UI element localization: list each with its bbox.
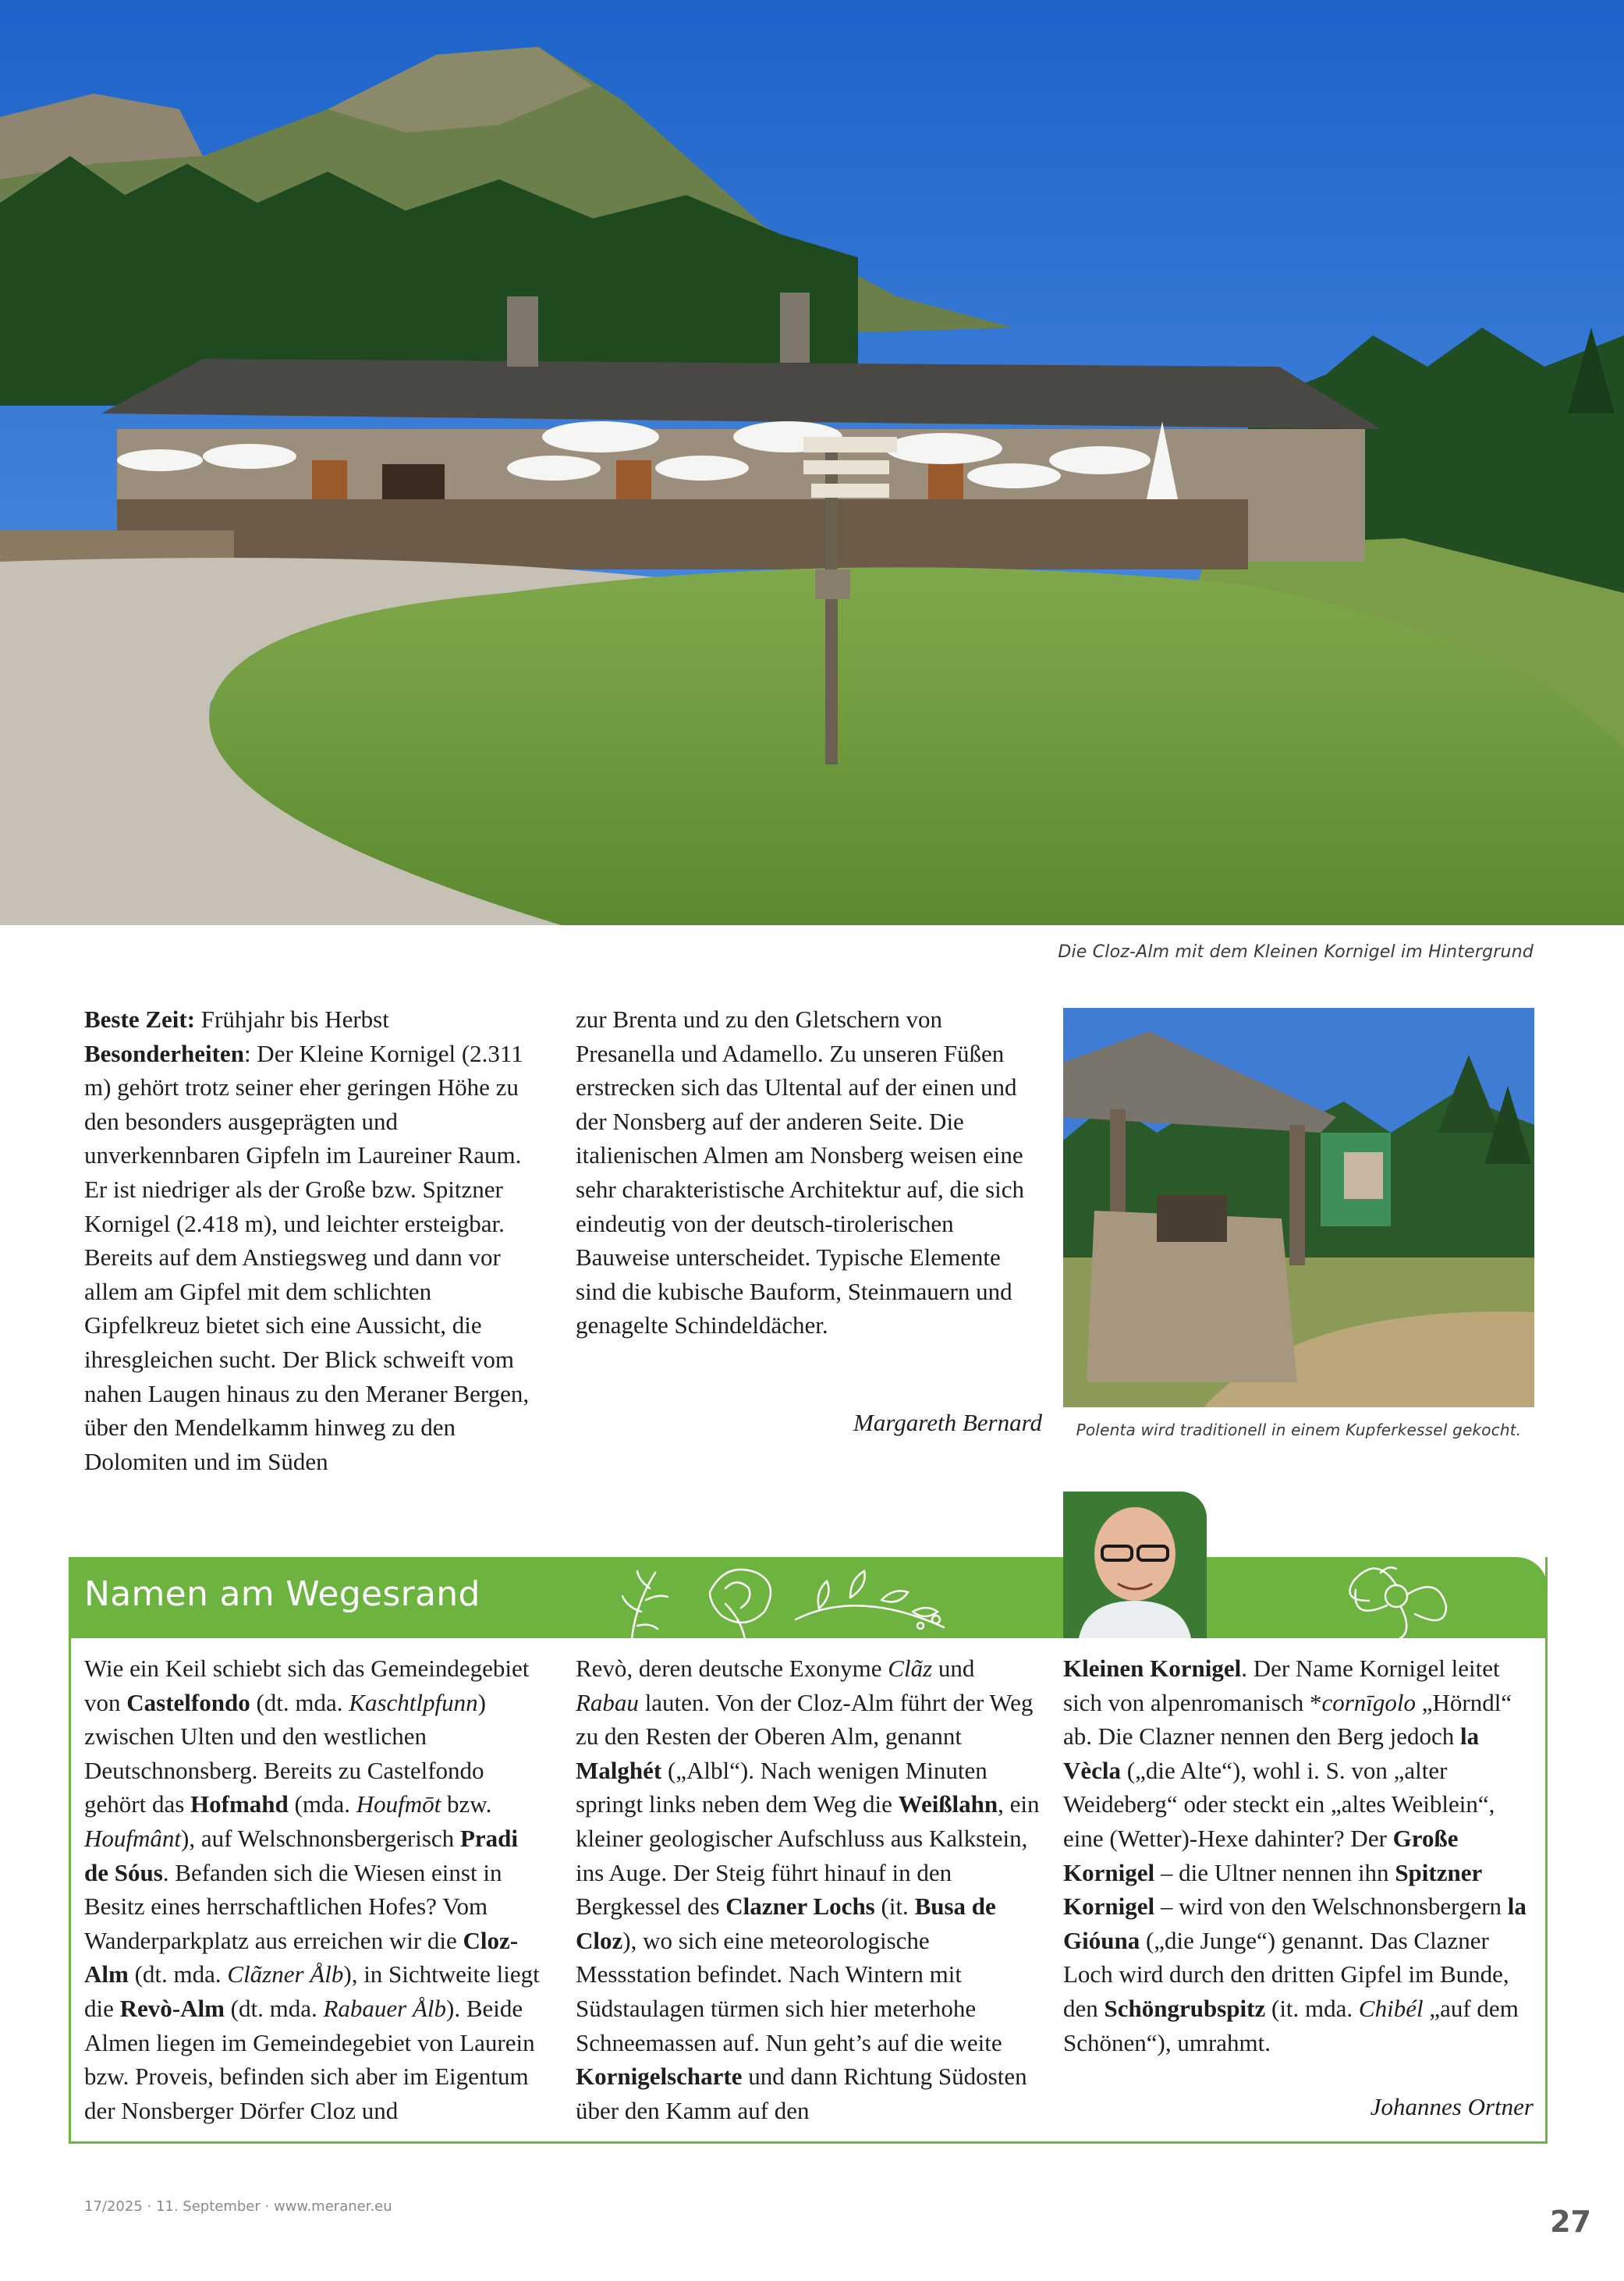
- paragraph: [576, 1002, 1036, 1343]
- italic-term: Rabauer Ålb: [323, 1994, 447, 2022]
- text-run: , ein kleiner geologischer Aufschluss aus Kalkstein, ins Auge. Der Steig führt hinauf in den Bergkessel des: [576, 1790, 1040, 1921]
- names-column-3: [1063, 1651, 1531, 2059]
- polenta-photo: [1063, 1008, 1534, 1407]
- text-run: und: [932, 1655, 975, 1682]
- text-run: Frühjahr bis Herbst: [195, 1006, 389, 1033]
- text-run: bzw.: [441, 1790, 492, 1818]
- italic-term: Clãzner Ålb: [227, 1960, 344, 1988]
- names-column-1: [84, 1651, 544, 2127]
- text-run: (it.: [874, 1893, 915, 1921]
- bold-term: Weißlahn: [898, 1790, 998, 1818]
- bold-term: la Vècla: [1063, 1722, 1480, 1784]
- italic-term: Kaschtlpfunn: [349, 1688, 478, 1716]
- article-author: Margareth Bernard: [853, 1409, 1042, 1436]
- article-column-2: [576, 1002, 1036, 1343]
- bold-term: Cloz-Alm: [84, 1926, 519, 1988]
- italic-term: Rabau: [576, 1688, 639, 1716]
- paragraph: [576, 1651, 1044, 2127]
- polenta-photo-caption: Polenta wird traditionell in einem Kupferkessel gekocht.: [1076, 1421, 1522, 1439]
- hero-caption: Die Cloz-Alm mit dem Kleinen Kornigel im Hintergrund: [1058, 942, 1534, 962]
- hero-photo: [0, 0, 1624, 925]
- italic-term: Houfmânt: [84, 1824, 181, 1852]
- bold-term: Kleinen Kornigel: [1063, 1655, 1242, 1682]
- text-run: ), auf Welschnonsbergerisch: [181, 1824, 460, 1852]
- text-run: (dt. mda.: [224, 1994, 324, 2022]
- italic-term: Clãz: [888, 1655, 933, 1682]
- text-run: ). Beide Almen liegen im Gemeindegebiet von Laurein bzw. Proveis, befinden sich aber im Eigentum der Nonsberger Dörfer Cloz und: [84, 1994, 535, 2124]
- bold-term: Spitzner Kornigel: [1063, 1858, 1482, 1921]
- text-run: Wie ein Keil schiebt sich das Gemeindegebiet von: [84, 1655, 530, 1716]
- text-run: : Der Kleine Kornigel (2.311 m) gehört trotz seiner eher geringen Höhe zu den besonders ausgeprägten und unverkennbaren Gipfeln im Laureiner Raum. Er ist niedriger als der Große bzw. Spitzner Kornigel (2.418 m), und leichter ersteigbar. Bereits auf dem Anstiegsweg und dann vor allem am Gipfel mit dem schlichten Gipfelkreuz bietet sich eine Aussicht, die ihresgleichen sucht. Der Blick schweift vom nahen Laugen hinaus zu den Meraner Bergen, über den Mendelkamm hinweg zu den Dolomiten und im Süden: [84, 1039, 530, 1475]
- text-run: (mda.: [288, 1790, 356, 1818]
- text-run: – die Ultner nennen ihn: [1154, 1858, 1395, 1886]
- text-run: („die Junge“) genannt. Das Clazner Loch wird durch den dritten Gipfel im Bunde, den: [1063, 1926, 1509, 2022]
- text-run: zur Brenta und zu den Gletschern von Presanella und Adamello. Zu unseren Füßen erstrecken sich das Ultental auf der einen und der Nonsberg auf der anderen Seite. Die italienischen Almen am Nonsberg weisen eine sehr charakteristische Architektur auf, die sich eindeutig von der deutsch-tirolerischen Bauweise unterscheidet. Typische Elemente sind die kubische Bauform, Steinmauern und genagelte Schindeldächer.: [576, 1006, 1024, 1339]
- bold-term: Beste Zeit:: [84, 1006, 196, 1033]
- paragraph: [1063, 1651, 1531, 2059]
- italic-term: Houfmōt: [356, 1790, 441, 1818]
- text-run: – wird von den Welschnonsbergern: [1154, 1893, 1508, 1921]
- paragraph: [84, 1651, 544, 2127]
- bold-term: Schöngrubspitz: [1104, 1994, 1266, 2022]
- text-run: (dt. mda.: [128, 1960, 228, 1988]
- italic-term: Chibél: [1358, 1994, 1424, 2022]
- bold-term: Revò-Alm: [119, 1994, 225, 2022]
- text-run: ) zwischen Ulten und den westlichen Deutschnonsberg. Bereits zu Castelfondo gehört das: [84, 1688, 486, 1818]
- bold-term: Große Kornigel: [1063, 1824, 1459, 1886]
- bold-term: Besonderheiten: [84, 1039, 244, 1067]
- names-box-title: Namen am Wegesrand: [84, 1574, 480, 1614]
- bold-term: Clazner Lochs: [725, 1893, 875, 1921]
- bold-term: Busa de Cloz: [576, 1893, 996, 1954]
- article-column-1: [84, 1002, 544, 1478]
- bold-term: Malghét: [576, 1756, 662, 1784]
- paragraph: [84, 1002, 544, 1478]
- text-run: (it. mda.: [1265, 1994, 1359, 2022]
- bold-term: la Gióuna: [1063, 1893, 1526, 1954]
- text-run: ), in Sichtweite liegt die: [84, 1960, 540, 2022]
- bold-term: Hofmahd: [190, 1790, 289, 1818]
- text-run: ), wo sich eine meteorologische Messstation befindet. Nach Wintern mit Südstaulagen türmen sich hier meterhohe Schneemassen auf. Nun geht’s auf die weite: [576, 1926, 1002, 2056]
- text-run: „Hörndl“ ab. Die Clazner nennen den Berg jedoch: [1063, 1688, 1512, 1751]
- author-portrait: [1063, 1492, 1207, 1638]
- text-run: Revò, deren deutsche Exonyme: [576, 1655, 888, 1682]
- bold-term: Castelfondo: [126, 1688, 250, 1716]
- text-run: und dann Richtung Südosten über den Kamm auf den: [576, 2063, 1027, 2124]
- text-run: . Befanden sich die Wiesen einst in Besitz eines herrschaftlichen Hofes? Vom Wanderparkplatz aus erreichen wir die: [84, 1858, 502, 1954]
- italic-term: cornīgolo: [1321, 1688, 1417, 1716]
- names-column-2: [576, 1651, 1044, 2127]
- bold-term: Pradi de Sóus: [84, 1824, 518, 1886]
- text-run: . Der Name Kornigel leitet sich von alpenromanisch *: [1063, 1655, 1500, 1716]
- text-run: („Albl“). Nach wenigen Minuten springt links neben dem Weg die: [576, 1756, 988, 1818]
- text-run: („die Alte“), wohl i. S. von „alter Weideberg“ oder steckt ein „altes Weiblein“, eine (Wetter)-Hexe dahinter? Der: [1063, 1756, 1495, 1852]
- bold-term: Kornigelscharte: [576, 2063, 743, 2091]
- text-run: lauten. Von der Cloz-Alm führt der Weg zu den Resten der Oberen Alm, genannt: [576, 1688, 1034, 1751]
- names-author: Johannes Ortner: [1370, 2093, 1534, 2120]
- text-run: (dt. mda.: [250, 1688, 349, 1716]
- text-run: „auf dem Schönen“), umrahmt.: [1063, 1994, 1519, 2056]
- page-number: 27: [1550, 2205, 1591, 2239]
- footer-issue-line: 17/2025 · 11. September · www.meraner.eu: [84, 2198, 392, 2215]
